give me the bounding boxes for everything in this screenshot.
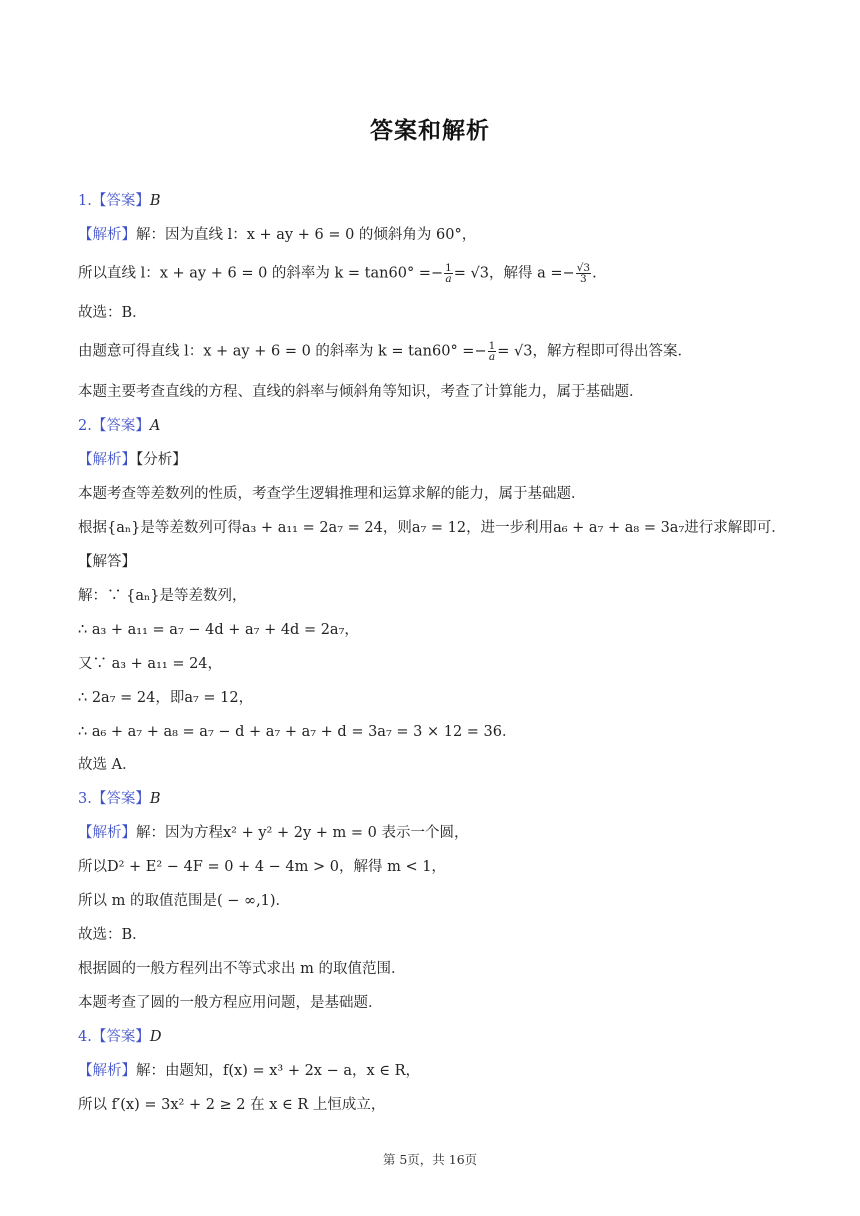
q3-answer-tag: 【答案】 (91, 791, 150, 807)
q4-analysis-tag: 【解析】 (78, 1063, 136, 1079)
q4-analysis-line-1 (78, 1061, 420, 1081)
q3-analysis-line-1 (78, 823, 468, 843)
q1-fraction-2-den: 3 (580, 273, 587, 285)
q1-analysis-line-5: 本题主要考查直线的方程、直线的斜率与倾斜角等知识，考查了计算能力，属于基础题． (78, 384, 644, 400)
q1-fraction-1 (444, 263, 453, 284)
q2-text-3: 解：∵ {aₙ}是等差数列， (78, 588, 247, 604)
q4-answer-line (78, 1027, 161, 1047)
q2-answer-tag: 【答案】 (91, 418, 150, 434)
q2-sub-tag: 【分析】 (136, 452, 187, 468)
q1-answer-tag: 【答案】 (91, 193, 150, 209)
q1-fraction-2-num: √3 (576, 262, 591, 274)
q1-answer: B (149, 193, 161, 209)
q4-answer: D (149, 1029, 162, 1045)
q4-answer-tag: 【答案】 (91, 1029, 150, 1045)
q2-text-1: 本题考查等差数列的性质，考查学生逻辑推理和运算求解的能力，属于基础题． (78, 486, 586, 502)
q1-analysis-tag: 【解析】 (78, 227, 136, 243)
q1-fraction-2 (576, 263, 591, 284)
q4-text-2: 所以 f′(x) = 3x² + 2 ≥ 2 在 x ∈ R 上恒成立， (78, 1097, 386, 1113)
page-title: 答案和解析 (370, 118, 490, 144)
q2-analysis-tag: 【解析】 (78, 452, 136, 468)
q2-text-8: 故选 A． (78, 757, 137, 773)
q3-text-2: 所以D² + E² − 4F = 0 + 4 − 4m > 0，解得 m < 1， (78, 859, 446, 875)
q4-number: 4. (78, 1029, 92, 1045)
q2-text-7: ∴ a₆ + a₇ + a₈ = a₇ − d + a₇ + a₇ + d = 3a₇ = 3 × 12 = 36． (78, 724, 517, 740)
q1-text-1: 解：因为直线 l：x + ay + 6 = 0 的倾斜角为 60°， (136, 227, 477, 243)
q1-fraction-3 (488, 341, 497, 362)
q1-analysis-line-3: 故选：B． (78, 305, 147, 321)
q3-text-5: 根据圆的一般方程列出不等式求出 m 的取值范围． (78, 961, 406, 977)
q1-fraction-1-num: 1 (445, 262, 452, 274)
q3-text-1: 解：因为方程x² + y² + 2y + m = 0 表示一个圆， (136, 825, 469, 841)
q3-answer-line (78, 789, 161, 809)
q1-fraction-1-den: a (445, 273, 452, 285)
q3-text-6: 本题考查了圆的一般方程应用问题，是基础题． (78, 995, 383, 1011)
q2-text-6: ∴ 2a₇ = 24，即a₇ = 12， (78, 690, 254, 706)
q3-analysis-tag: 【解析】 (78, 825, 136, 841)
q2-text-4: ∴ a₃ + a₁₁ = a₇ − 4d + a₇ + 4d = 2a₇， (78, 622, 359, 638)
q3-text-4: 故选：B． (78, 927, 147, 943)
page-footer: 第 5页，共 16页 (382, 1152, 478, 1167)
q3-number: 3. (78, 791, 92, 807)
q1-text-4a: 由题意可得直线 l：x + ay + 6 = 0 的斜率为 k = tan60° =− (78, 343, 487, 360)
q1-analysis-line-4 (78, 341, 692, 362)
q1-fraction-3-num: 1 (488, 340, 496, 352)
q2-analysis-line (78, 450, 187, 470)
q3-answer: B (149, 791, 161, 807)
q2-answer-line (78, 416, 160, 436)
q2-number: 2. (78, 418, 92, 434)
q1-analysis-line-2 (78, 263, 597, 284)
q1-text-2a: 所以直线 l：x + ay + 6 = 0 的斜率为 k = tan60° =− (78, 265, 444, 282)
q1-analysis-line-1 (78, 225, 476, 245)
q1-text-4b: = √3，解方程即可得出答案． (497, 343, 693, 360)
q1-number: 1. (78, 193, 92, 209)
q1-text-2c: . (592, 265, 597, 282)
q3-text-3: 所以 m 的取值范围是( − ∞,1)． (78, 893, 291, 909)
q1-fraction-3-den: a (488, 351, 496, 363)
q2-solve-tag: 【解答】 (78, 554, 136, 570)
q2-text-2: 根据{aₙ}是等差数列可得a₃ + a₁₁ = 2a₇ = 24，则a₇ = 12，进一步利用a₆ + a₇ + a₈ = 3a₇进行求解即可． (78, 520, 786, 536)
q1-text-2b: = √3，解得 a =− (453, 265, 575, 282)
q1-answer-line (78, 191, 161, 211)
q2-text-5: 又∵ a₃ + a₁₁ = 24， (78, 656, 223, 672)
q4-text-1: 解：由题知，f(x) = x³ + 2x − a，x ∈ R， (136, 1063, 421, 1079)
q2-answer: A (149, 418, 161, 434)
